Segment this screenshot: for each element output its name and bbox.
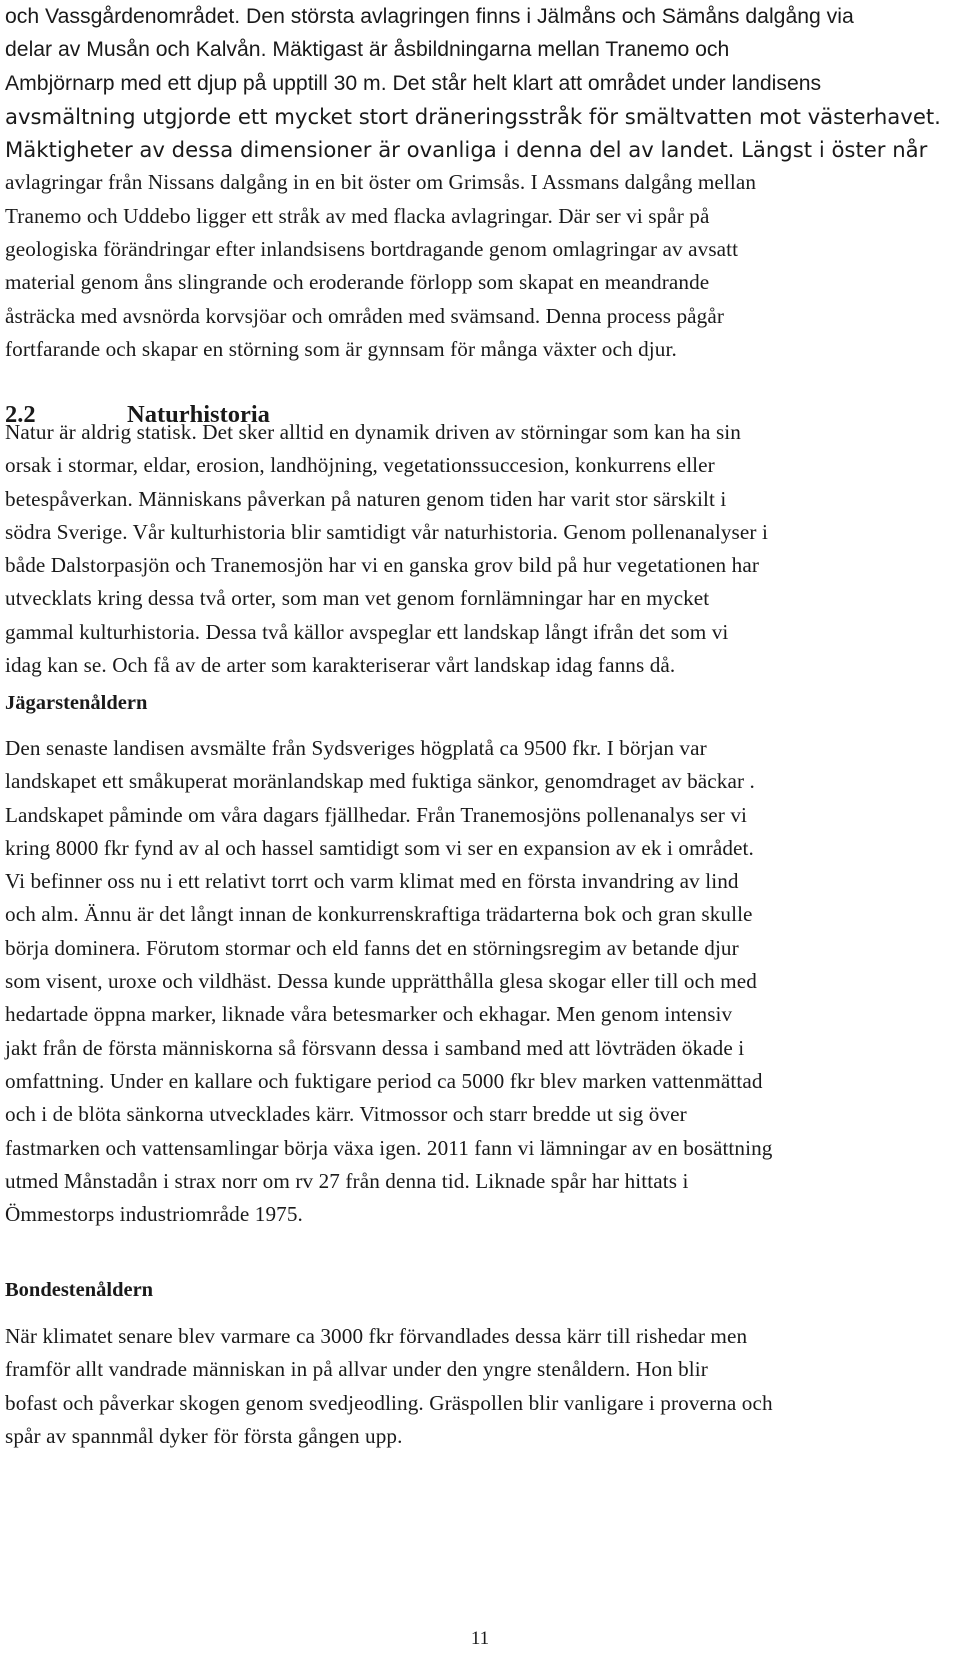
text-line: kring 8000 fkr fynd av al och hassel samtidigt som vi ser en expansion av ek i området.: [5, 835, 754, 860]
text-line: bofast och påverkar skogen genom svedjeodling. Gräspollen blir vanligare i proverna och: [5, 1390, 773, 1415]
heading-bondestenaldern: Bondestenåldern: [5, 1279, 154, 1301]
text-line: betespåverkan. Människans påverkan på naturen genom tiden har varit stor särskilt i: [5, 486, 727, 511]
text-line: gammal kulturhistoria. Dessa två källor avspeglar ett landskap långt ifrån det som vi: [5, 619, 729, 644]
text-line: När klimatet senare blev varmare ca 3000 fkr förvandlades dessa kärr till rishedar men: [5, 1324, 748, 1348]
text-line: Tranemo och Uddebo ligger ett stråk av med flacka avlagringar. Där ser vi spår på: [5, 203, 710, 228]
text-line: material genom åns slingrande och eroderande förlopp som skapat en meandrande: [5, 270, 710, 295]
text-line: börja dominera. Förutom stormar och eld fanns det en störningsregim av betande djur: [5, 935, 739, 960]
text-line: Mäktigheter av dessa dimensioner är ovanliga i denna del av landet. Längst i öster når: [5, 137, 928, 163]
text-line: och i de blöta sänkorna utvecklades kärr. Vitmossor och starr bredde ut sig över: [5, 1102, 687, 1127]
naturhistoria-paragraph: [5, 416, 957, 682]
section-title: Naturhistoria: [127, 401, 270, 428]
heading-jagarstenaldern: Jägarstenåldern: [5, 692, 148, 714]
text-line: utvecklats kring dessa två orter, som man vet genom fornlämningar har en mycket: [5, 586, 710, 611]
text-line: Natur är aldrig statisk. Det sker alltid en dynamik driven av störningar som kan ha sin: [5, 420, 741, 444]
text-line: som visent, uroxe och vildhäst. Dessa kunde upprätthålla glesa skogar eller till och med: [5, 969, 757, 994]
section-number: 2.2: [5, 401, 36, 428]
text-line: Vi befinner oss nu i ett relativt torrt och varm klimat med en första invandring av lind: [5, 869, 739, 894]
bondestenaldern-paragraph: [5, 1320, 957, 1453]
text-line: delar av Musån och Kalvån. Mäktigast är åsbildningarna mellan Tranemo och: [5, 38, 730, 62]
intro-paragraph: [5, 0, 957, 366]
text-line: idag kan se. Och få av de arter som karakteriserar vårt landskap idag fanns då.: [5, 653, 676, 678]
text-line: hedartade öppna marker, liknade våra betesmarker och ekhagar. Men genom intensiv: [5, 1002, 733, 1027]
intro-lines-sans: [5, 0, 957, 100]
jagarstenaldern-paragraph: [5, 732, 957, 1231]
text-line: åsträcka med avsnörda korvsjöar och områden med svämsand. Denna process pågår: [5, 303, 724, 328]
text-line: södra Sverige. Vår kulturhistoria blir samtidigt vår naturhistoria. Genom pollenanalyser i: [5, 519, 768, 544]
intro-lines-dejavu: [5, 100, 957, 167]
text-line: Landskapet påminde om våra dagars fjällhedar. Från Tranemosjöns pollenanalys ser vi: [5, 802, 748, 827]
text-line: utmed Månstadån i strax norr om rv 27 från denna tid. Liknade spår har hittats i: [5, 1168, 689, 1193]
text-line: Ambjörnarp med ett djup på upptill 30 m. Det står helt klart att området under landisens: [5, 71, 822, 95]
text-line: omfattning. Under en kallare och fuktigare period ca 5000 fkr blev marken vattenmättad: [5, 1068, 763, 1093]
text-line: och alm. Ännu är det långt innan de konkurrenskraftiga trädarterna bok och gran skulle: [5, 902, 753, 927]
text-line: framför allt vandrade människan in på allvar under den yngre stenåldern. Hon blir: [5, 1357, 708, 1382]
text-line: avsmältning utgjorde ett mycket stort dräneringsstråk för smältvatten mot västerhavet.: [5, 103, 941, 129]
intro-lines-serif: [5, 166, 957, 366]
text-line: Ömmestorps industriområde 1975.: [5, 1202, 303, 1227]
text-line: och Vassgårdenområdet. Den största avlagringen finns i Jälmåns och Sämåns dalgång via: [5, 5, 854, 28]
text-line: fortfarande och skapar en störning som är gynnsam för många växter och djur.: [5, 336, 677, 361]
text-line: avlagringar från Nissans dalgång in en bit öster om Grimsås. I Assmans dalgång mellan: [5, 170, 757, 195]
text-line: Den senaste landisen avsmälte från Sydsveriges högplatå ca 9500 fkr. I början var: [5, 736, 707, 760]
text-line: både Dalstorpasjön och Tranemosjön har vi en ganska grov bild på hur vegetationen har: [5, 553, 760, 578]
text-line: fastmarken och vattensamlingar börja växa igen. 2011 fann vi lämningar av en bosättning: [5, 1135, 773, 1160]
text-line: geologiska förändringar efter inlandsisens bortdragande genom omlagringar av avsatt: [5, 237, 739, 262]
text-line: orsak i stormar, eldar, erosion, landhöjning, vegetationssuccesion, konkurrens eller: [5, 453, 715, 478]
page-number: 11: [470, 1628, 490, 1649]
text-line: spår av spannmål dyker för första gången upp.: [5, 1423, 403, 1448]
text-line: landskapet ett småkuperat moränlandskap med fuktiga sänkor, genomdraget av bäckar .: [5, 769, 755, 794]
text-line: jakt från de första människorna så försvann dessa i samband med att lövträden ökade i: [5, 1035, 745, 1060]
